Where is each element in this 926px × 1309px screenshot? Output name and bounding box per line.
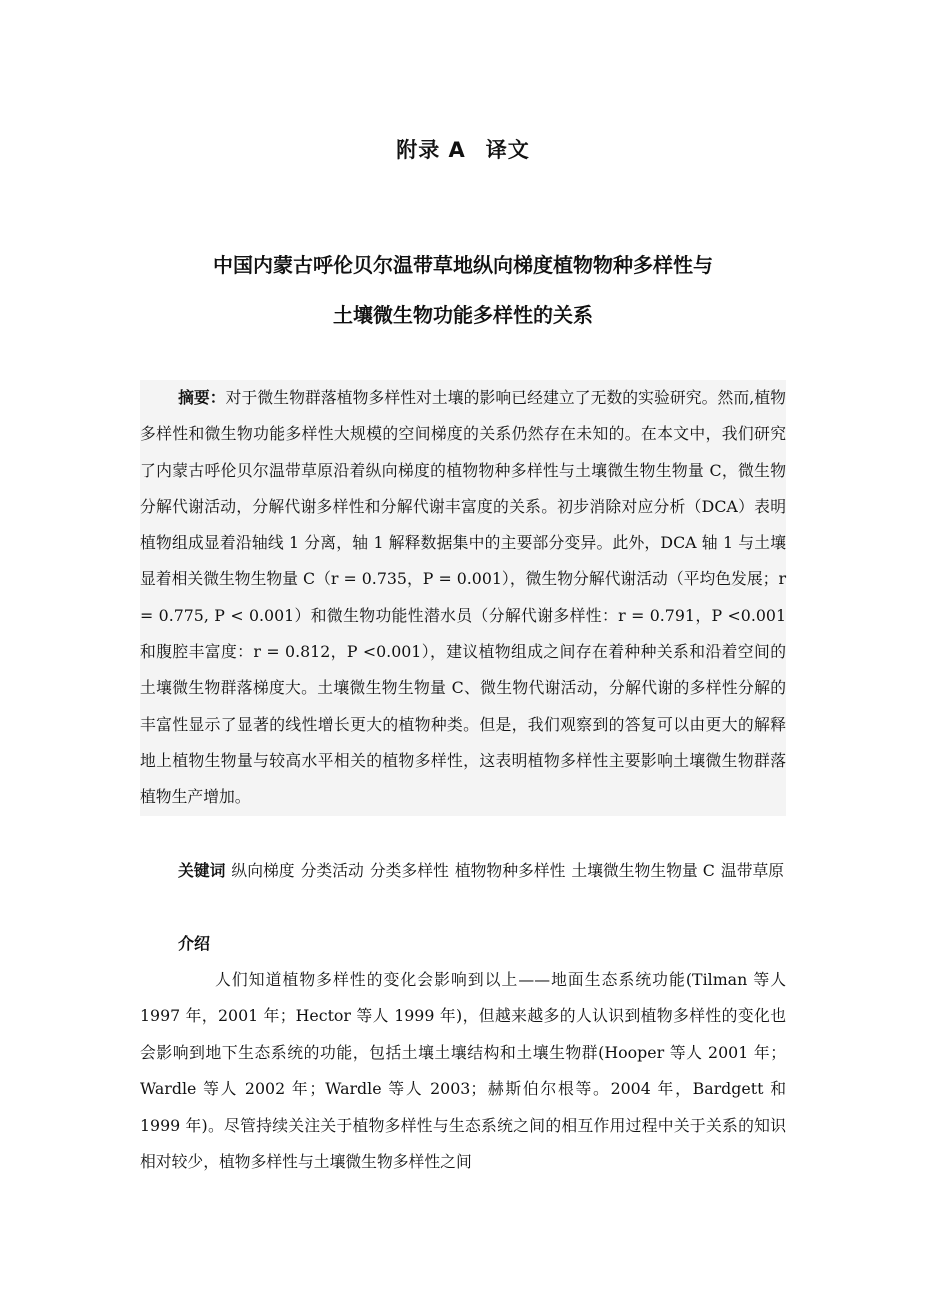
introduction-text: 人们知道植物多样性的变化会影响到以上——地面生态系统功能(Tilman 等人 1997 年，2001 年；Hector 等人 1999 年)，但越来越多的人认识到植物多样性的变化也会影响到地下生态系统的功能，包括土壤土壤结构和土壤生物群(Hooper 等人 2001 年；Wardle 等人 2002 年；Wardle 等人 2003；赫斯伯尔根等。2004 年，Bardgett 和 1999 年)。尽管持续关注关于植物多样性与生态系统之间的相互作用过程中关于关系的知识相对较少，植物多样性与土壤微生物多样性之间 — [140, 970, 786, 1172]
keyword: 土壤微生物生物量 C — [571, 861, 715, 880]
paper-title-line-2: 土壤微生物功能多样性的关系 — [333, 303, 593, 327]
abstract-paragraph — [140, 380, 786, 816]
paper-title-line-1: 中国内蒙古呼伦贝尔温带草地纵向梯度植物物种多样性与 — [213, 253, 713, 277]
keywords-paragraph — [140, 853, 786, 889]
abstract-label: 摘要： — [178, 388, 226, 407]
introduction-heading: 介绍 — [178, 934, 211, 953]
keyword: 温带草原 — [720, 861, 785, 880]
introduction-paragraph — [140, 962, 786, 1180]
keyword: 纵向梯度 — [231, 861, 295, 880]
appendix-label: 附录 A — [396, 138, 466, 162]
appendix-title — [0, 134, 926, 164]
keywords-label: 关键词 — [178, 861, 226, 880]
appendix-title-text: 译文 — [485, 138, 530, 162]
keyword: 植物物种多样性 — [454, 861, 566, 880]
paper-title — [140, 240, 786, 340]
abstract-text: 对于微生物群落植物多样性对土壤的影响已经建立了无数的实验研究。然而,植物多样性和微生物功能多样性大规模的空间梯度的关系仍然存在未知的。在本文中，我们研究了内蒙古呼伦贝尔温带草原沿着纵向梯度的植物物种多样性与土壤微生物生物量 C，微生物分解代谢活动，分解代谢多样性和分解代谢丰富度的关系。初步消除对应分析（DCA）表明植物组成显着沿轴线 1 分离，轴 1 解释数据集中的主要部分变异。此外，DCA 轴 1 与土壤显着相关微生物生物量 C（r = 0.735，P = 0.001），微生物分解代谢活动（平均色发展；r = 0.775, P < 0.001）和微生物功能性潜水员（分解代谢多样性：r = 0.791，P <0.001 和腹腔丰富度：r = 0.812，P <0.001），建议植物组成之间存在着种种关系和沿着空间的土壤微生物群落梯度大。土壤微生物生物量 C、微生物代谢活动，分解代谢的多样性分解的丰富性显示了显著的线性增长更大的植物种类。但是，我们观察到的答复可以由更大的解释地上植物生物量与较高水平相关的植物多样性，这表明植物多样性主要影响土壤微生物群落植物生产增加。 — [140, 388, 786, 807]
keyword: 分类多样性 — [369, 861, 449, 880]
keyword: 分类活动 — [300, 861, 364, 880]
